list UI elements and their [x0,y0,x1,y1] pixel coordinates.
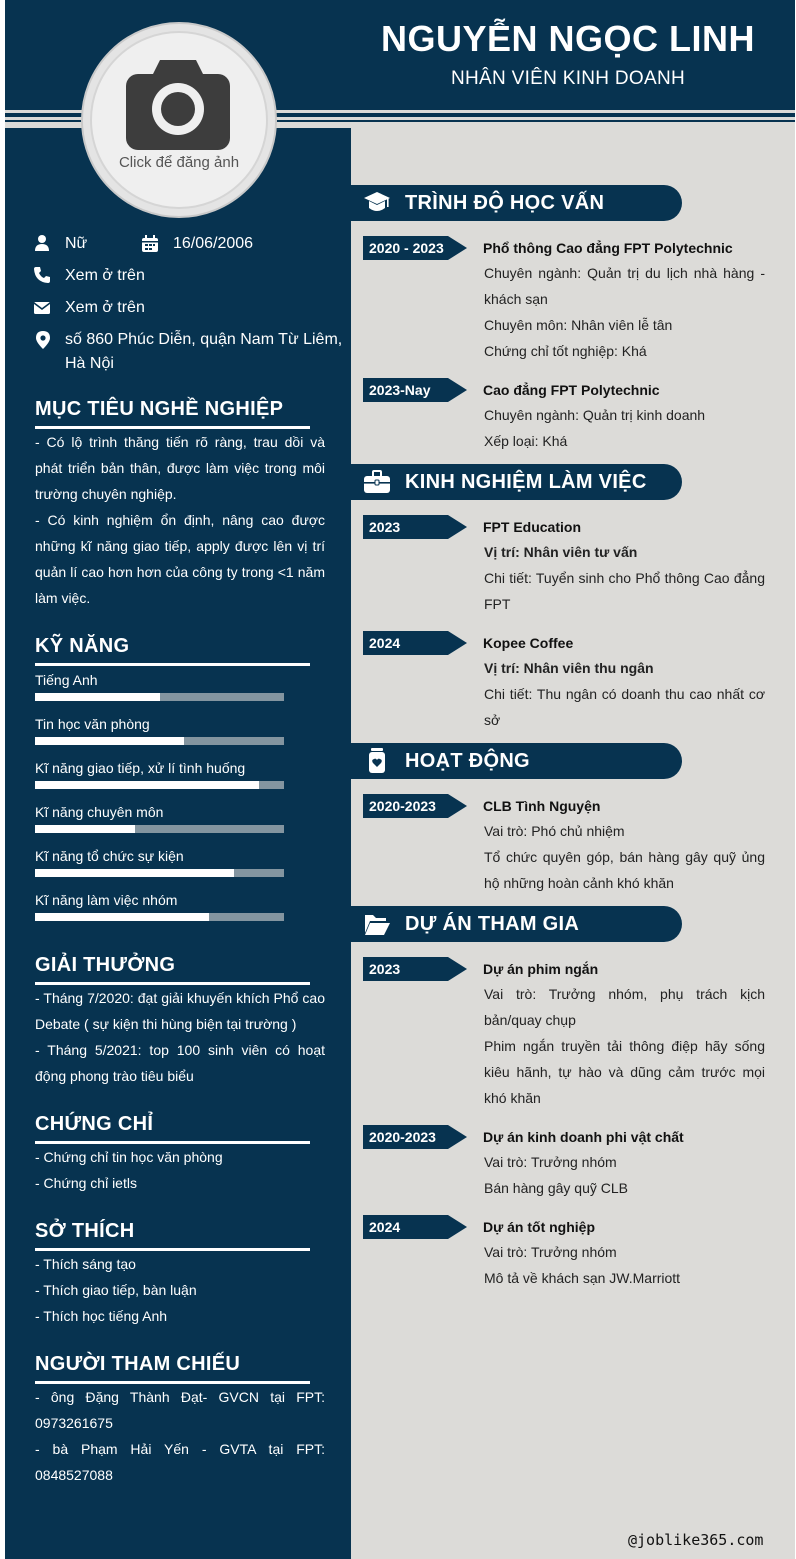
project-name: Dự án phim ngắn [483,961,599,977]
skill-label: Tiếng Anh [35,672,98,688]
camera-icon[interactable] [126,58,230,150]
hobbies-title: SỞ THÍCH [35,1220,135,1242]
activities-header [351,743,682,779]
email-value: Xem ở trên [65,299,145,316]
activity-line: Vai trò: Phó chủ nhiệm [484,823,625,839]
projects-title: DỰ ÁN THAM GIA [405,913,580,935]
charity-jar-icon [363,748,391,774]
education-line: Xếp loại: Khá [484,433,568,449]
skill-bar-fill [35,781,259,789]
skill-bar [35,781,284,789]
period-label: 2020-2023 [369,1129,436,1145]
briefcase-icon [363,469,391,495]
address-value: số 860 Phúc Diễn, quận Nam Từ Liêm, Hà Nội [65,331,343,372]
references-title: NGƯỜI THAM CHIẾU [35,1353,241,1375]
references-text [35,1384,325,1488]
project-details [484,1239,765,1291]
project-line: Vai trò: Trưởng nhóm, phụ trách kịch bản/quay chụp [484,986,765,1028]
skill-bar [35,737,284,745]
candidate-job-title: NHÂN VIÊN KINH DOANH [450,68,686,89]
skill-bar [35,693,284,701]
school-name: Cao đẳng FPT Polytechnic [483,382,660,398]
period-label: 2023 [369,961,401,977]
education-header [351,185,682,221]
skill-label: Kĩ năng làm việc nhóm [35,892,178,908]
skill-label: Kĩ năng chuyên môn [35,804,164,820]
activities-title: HOẠT ĐỘNG [405,750,530,772]
email-icon [33,299,51,317]
project-line: Vai trò: Trưởng nhóm [484,1244,617,1260]
objective-title: MỤC TIÊU NGHỀ NGHIỆP [35,398,284,420]
period-label: 2023 [369,519,401,535]
period-label: 2024 [369,1219,401,1235]
certificates-title: CHỨNG CHỈ [35,1113,154,1135]
detail-line: Chi tiết: Thu ngân có doanh thu cao nhất cơ sở [484,686,765,728]
project-details [484,1149,765,1201]
period-label: 2023-Nay [369,382,431,398]
objective-paragraph: - Có kinh nghiệm ổn định, nâng cao được những kĩ năng giao tiếp, apply được lên vị trí quản lí cao hơn hơn của công ty trong <1 năm làm việc. [35,512,325,606]
company-name: Kopee Coffee [483,635,574,651]
certificates-text [35,1144,325,1196]
skill-bar-fill [35,913,209,921]
reference-item: - bà Phạm Hải Yến - GVTA tại FPT: 0848527088 [35,1441,325,1483]
organization-name: CLB Tình Nguyện [483,798,601,814]
phone-value: Xem ở trên [65,267,145,284]
project-line: Vai trò: Trưởng nhóm [484,1154,617,1170]
footer-credit: @joblike365.com [628,1531,764,1549]
candidate-name: NGUYỄN NGỌC LINH [380,18,755,59]
calendar-icon [141,235,159,253]
hobbies-text [35,1251,325,1329]
education-line: Chứng chỉ tốt nghiệp: Khá [484,343,647,359]
activity-details [484,818,765,896]
education-line: Chuyên ngành: Quản trị du lịch nhà hàng - khách sạn [484,265,765,307]
hobby-item: - Thích sáng tạo [35,1256,136,1272]
awards-text [35,985,325,1089]
project-name: Dự án kinh doanh phi vật chất [483,1129,684,1145]
avatar-upload-label[interactable]: Click để đăng ảnh [118,154,240,171]
projects-header [351,906,682,942]
certificate-item: - Chứng chỉ ietls [35,1175,137,1191]
education-details [484,402,765,454]
school-name: Phổ thông Cao đẳng FPT Polytechnic [483,240,733,256]
skill-bar [35,913,284,921]
skills-title: KỸ NĂNG [35,635,130,657]
hobby-item: - Thích học tiếng Anh [35,1308,168,1324]
objective-paragraph: - Có lộ trình thăng tiến rõ ràng, trau dồi và phát triển bản thân, được làm việc trong môi trường chuyên nghiệp. [35,434,325,502]
awards-title: GIẢI THƯỞNG [35,954,176,976]
position-line: Vị trí: Nhân viên thu ngân [484,660,654,676]
period-label: 2020 - 2023 [369,240,444,256]
education-details [484,260,765,364]
award-item: - Tháng 5/2021: top 100 sinh viên có hoạt động phong trào tiêu biểu [35,1042,325,1084]
skill-label: Kĩ năng tổ chức sự kiện [35,848,184,864]
education-title: TRÌNH ĐỘ HỌC VẤN [405,192,605,214]
skill-bar-fill [35,869,234,877]
activity-line: Tổ chức quyên góp, bán hàng gây quỹ ủng hộ những hoàn cảnh khó khăn [484,849,765,891]
objective-text [35,429,325,611]
graduation-cap-icon [363,190,391,216]
company-name: FPT Education [483,519,581,535]
sidebar [5,128,351,1559]
hobby-item: - Thích giao tiếp, bàn luận [35,1282,197,1298]
skill-bar-fill [35,825,135,833]
reference-item: - ông Đặng Thành Đạt- GVCN tại FPT: 0973261675 [35,1389,325,1431]
skill-bar-fill [35,737,184,745]
period-label: 2024 [369,635,401,651]
experience-details [484,539,765,617]
skill-bar [35,825,284,833]
project-line: Phim ngắn truyền tải thông điệp hãy sống kiêu hãnh, tự hào và dũng cảm trước mọi khó khăn [484,1038,765,1106]
phone-icon [33,266,51,284]
cv-page [5,0,795,1559]
gender-value: Nữ [65,235,88,252]
project-details [484,981,765,1111]
award-item: - Tháng 7/2020: đạt giải khuyến khích Phổ cao Debate ( sự kiện thi hùng biện tại trường ) [35,990,325,1032]
detail-line: Chi tiết: Tuyển sinh cho Phổ thông Cao đẳng FPT [484,570,765,612]
birthday-value: 16/06/2006 [173,235,254,252]
experience-title: KINH NGHIỆM LÀM VIỆC [405,471,647,493]
skill-label: Kĩ năng giao tiếp, xử lí tình huống [35,760,246,776]
project-line: Bán hàng gây quỹ CLB [484,1180,628,1196]
skills-divider [35,663,310,666]
experience-details [484,655,765,733]
project-line: Mô tả về khách sạn JW.Marriott [484,1270,681,1286]
position-line: Vị trí: Nhân viên tư vấn [484,544,638,560]
project-name: Dự án tốt nghiệp [483,1219,596,1235]
period-label: 2020-2023 [369,798,436,814]
location-pin-icon [34,331,52,349]
education-line: Chuyên môn: Nhân viên lễ tân [484,317,673,333]
person-icon [33,234,51,252]
skill-bar-fill [35,693,160,701]
folder-open-icon [363,911,391,937]
certificate-item: - Chứng chỉ tin học văn phòng [35,1149,223,1165]
experience-header [351,464,682,500]
skill-label: Tin học văn phòng [35,716,150,732]
education-line: Chuyên ngành: Quản trị kinh doanh [484,407,706,423]
skill-bar [35,869,284,877]
